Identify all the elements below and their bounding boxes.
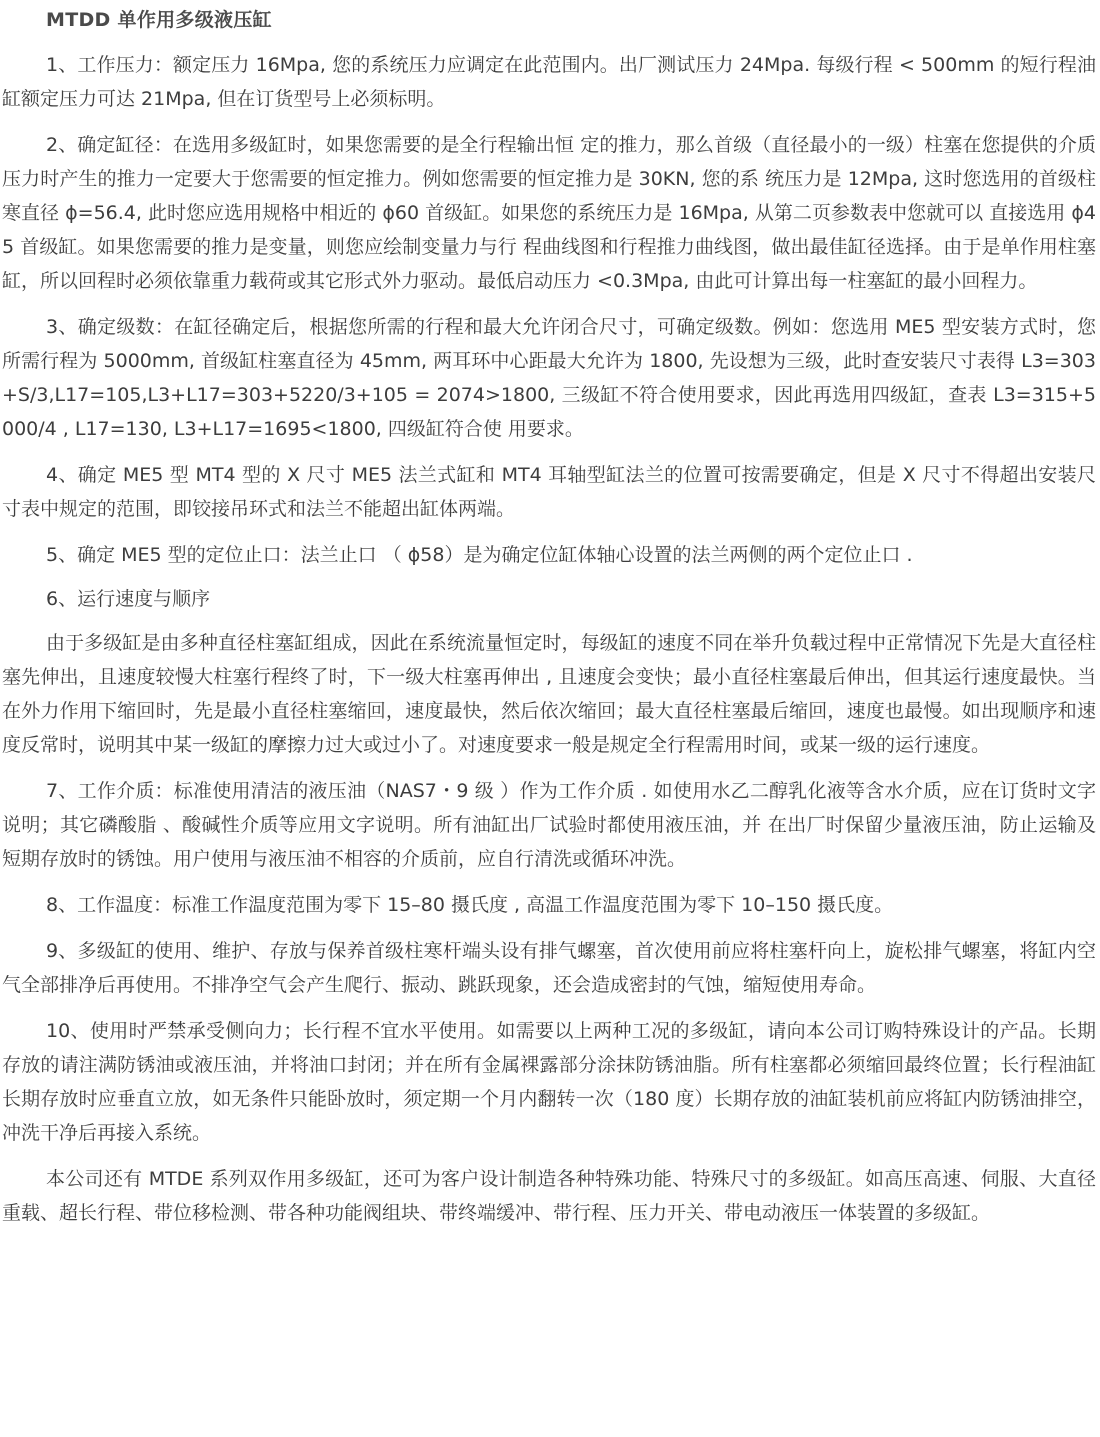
paragraph-locating-spigot: 5、确定 ME5 型的定位止口：法兰止口 （ ϕ58）是为确定位缸体轴心设置的法兰两侧的两个定位止口 .	[46, 544, 913, 566]
paragraph-working-temperature: 8、工作温度：标准工作温度范围为零下 15–80 摄氏度 , 高温工作温度范围为零下 10–150 摄氏度。	[46, 894, 894, 916]
paragraph-x-dimension: 4、确定 ME5 型 MT4 型的 X 尺寸 ME5 法兰式缸和 MT4 耳轴型缸法兰的位置可按需要确定，但是 X 尺寸不得超出安装尺寸表中规定的范围，即铰接吊环式和法兰不能超出缸体两端。	[2, 464, 1096, 520]
paragraph-speed-sequence: 由于多级缸是由多种直径柱塞缸组成，因此在系统流量恒定时，每级缸的速度不同在举升负载过程中正常情况下先是大直径柱塞先伸出，且速度较慢大柱塞行程终了时，下一级大柱塞再伸出 , 且速度会变快；最小直径柱塞最后伸出，但其运行速度最快。当在外力作用下缩回时，先是最小直径柱塞缩回，速度最快，然后依次缩回；最大直径柱塞最后缩回，速度也最慢。如出现顺序和速度反常时，说明其中某一级缸的摩擦力过大或过小了。对速度要求一般是规定全行程需用时间，或某一级的运行速度。	[2, 632, 1096, 756]
paragraph-working-pressure: 1、工作压力：额定压力 16Mpa, 您的系统压力应调定在此范围内。出厂测试压力 24Mpa. 每级行程 < 500mm 的短行程油缸额定压力可达 21Mpa, 但在订货型号上必须标明。	[2, 54, 1096, 110]
paragraph-company-note: 本公司还有 MTDE 系列双作用多级缸，还可为客户设计制造各种特殊功能、特殊尺寸的多级缸。如高压高速、伺服、大直径重载、超长行程、带位移检测、带各种功能阀组块、带终端缓冲、带行程、压力开关、带电动液压一体装置的多级缸。	[2, 1168, 1096, 1224]
document-title: MTDD 单作用多级液压缸	[46, 9, 272, 31]
paragraph-bore-selection: 2、确定缸径：在选用多级缸时，如果您需要的是全行程输出恒 定的推力，那么首级（直径最小的一级）柱塞在您提供的介质压力时产生的推力一定要大于您需要的恒定推力。例如您需要的恒定推力是 30KN, 您的系 统压力是 12Mpa, 这时您选用的首级柱寒直径 ϕ=56.4, 此时您应选用规格中相近的 ϕ60 首级缸。如果您的系统压力是 16Mpa, 从第二页参数表中您就可以 直接选用 ϕ45 首级缸。如果您需要的推力是变量，则您应绘制变量力与行 程曲线图和行程推力曲线图，做出最佳缸径选择。由于是单作用柱塞缸，所以回程时必须依靠重力载荷或其它形式外力驱动。最低启动压力 <0.3Mpa, 由此可计算出每一柱塞缸的最小回程力。	[2, 134, 1096, 292]
paragraph-usage-storage: 10、使用时严禁承受侧向力；长行程不宜水平使用。如需要以上两种工况的多级缸，请向本公司订购特殊设计的产品。长期存放的请注满防锈油或液压油，并将油口封闭；并在所有金属裸露部分涂抹防锈油脂。所有柱塞都必须缩回最终位置；长行程油缸长期存放时应垂直立放，如无条件只能卧放时，须定期一个月内翻转一次（180 度）长期存放的油缸装机前应将缸内防锈油排空，冲洗干净后再接入系统。	[2, 1020, 1096, 1144]
paragraph-working-medium: 7、工作介质：标准使用清洁的液压油（NAS7・9 级 ）作为工作介质 . 如使用水乙二醇乳化液等含水介质，应在订货时文字说明；其它磷酸脂 、酸碱性介质等应用文字说明。所有油缸出厂试验时都使用液压油，并 在出厂时保留少量液压油，防止运输及短期存放时的锈蚀。用户使用与液压油不相容的介质前，应自行清洗或循环冲洗。	[2, 780, 1096, 870]
paragraph-speed-heading: 6、运行速度与顺序	[46, 588, 211, 610]
paragraph-stage-selection: 3、确定级数：在缸径确定后，根据您所需的行程和最大允许闭合尺寸，可确定级数。例如：您选用 ME5 型安装方式时，您所需行程为 5000mm, 首级缸柱塞直径为 45mm, 两耳环中心距最大允许为 1800, 先设想为三级，此时查安装尺寸表得 L3=303+S/3,L17=105,L3+L17=303+5220/3+105 = 2074>1800, 三级缸不符合使用要求，因此再选用四级缸，查表 L3=315+5000/4 , L17=130, L3+L17=1695<1800, 四级缸符合使 用要求。	[2, 316, 1096, 440]
paragraph-maintenance: 9、多级缸的使用、维护、存放与保养首级柱寒杆端头设有排气螺塞，首次使用前应将柱塞杆向上，旋松排气螺塞，将缸内空气全部排净后再使用。不排净空气会产生爬行、振动、跳跃现象，还会造成密封的气蚀，缩短使用寿命。	[2, 940, 1096, 996]
